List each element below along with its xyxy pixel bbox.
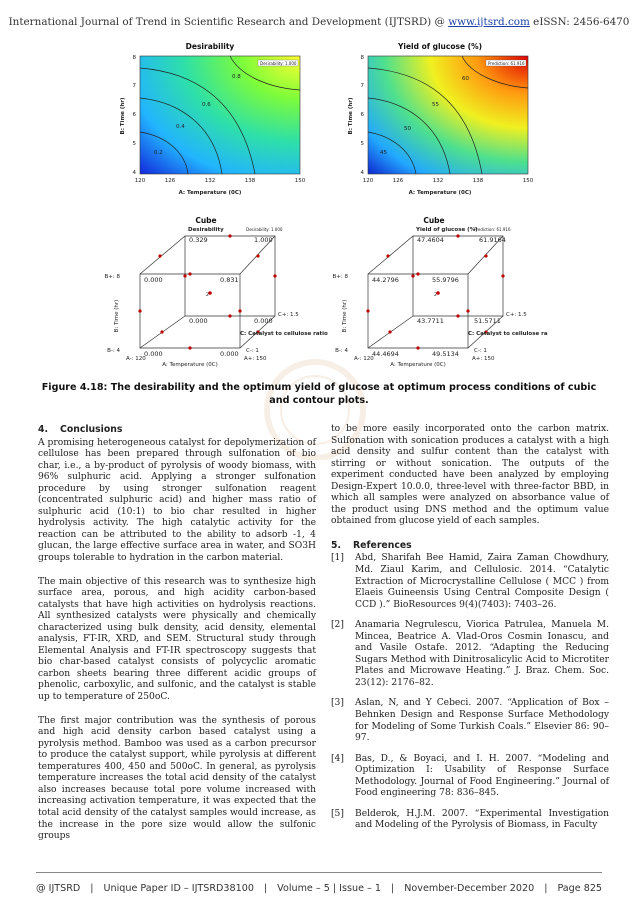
footer-divider — [36, 872, 602, 873]
cube-left-cminus: C-: 1 — [246, 348, 259, 354]
conclusions-heading — [38, 424, 316, 436]
cube-right-value-8: 49.5134 — [432, 350, 459, 358]
cube-left-value-3: 0.000 — [144, 276, 163, 284]
footer-volume: Volume – 5 | Issue – 1 — [277, 883, 381, 894]
contour-left-ytick-3: 6 — [132, 112, 136, 118]
contour-left-xtick-1: 120 — [134, 178, 146, 184]
contour-right-ytick-1: 4 — [360, 170, 364, 176]
conclusions-paragraph-3: The first major contribution was the synthesis of porous and high acid density carbon based catalyst using a pyrolysis method. Bamboo was used as a carbon precursor to produce the catalyst support, while pyrolysis at different temperatures 400, 450 and 500oC. In general, as pyrolysis temperature increases the total acid density of the catalyst also increases because total pore volume increased with increasing activation temperature, it was expected that the total acid density of the catalyst samples would increase, as the increase in the pore size would allow the sulfonic groups — [38, 715, 316, 842]
contour-left-ytick-4: 7 — [132, 83, 136, 89]
contour-left-ytick-2: 5 — [132, 141, 136, 147]
footer-date: November-December 2020 — [404, 883, 535, 894]
contour-left-ytick-5: 8 — [132, 55, 136, 61]
reference-text: Abd, Sharifah Bee Hamid, Zaira Zaman Chowdhury, Md. Ziaul Karim, and Cellulosic. 2014. “Catalytic Extraction of Microcrystalline Cellulose ( MCC ) from Elaeis Guineensis Using Central Composite Design ( CCD ).” BioResources 9(4)(7403): 7403–26. — [355, 553, 609, 610]
contour-left-label-4: 0.2 — [154, 150, 163, 156]
cube-left-bminus: B-: 4 — [107, 348, 120, 354]
footer-page: Page 825 — [557, 883, 603, 894]
contour-left-label-3: 0.4 — [176, 124, 185, 130]
references-heading — [331, 540, 609, 552]
figure-4-18 — [0, 36, 638, 376]
reference-text: Aslan, N, and Y Cebeci. 2007. “Application of Box – Behnken Design and Response Surface Methodology for Modeling of Some Turkish Coals.” Elsevier 86: 90–97. — [355, 698, 609, 744]
cube-left-value-8: 0.000 — [220, 350, 239, 358]
contour-left-legend: Desirability: 1.000 — [260, 61, 297, 66]
cube-right-labels — [333, 216, 548, 368]
cube-right-aminus: A-: 120 — [354, 356, 374, 362]
cube-right-ylabel: B: Time (hr) — [342, 299, 348, 333]
contour-right-xtick-5: 150 — [522, 178, 534, 184]
references-number: 5. — [331, 539, 342, 551]
reference-text: Belderok, H.J.M. 2007. “Experimental Investigation and Modeling of the Pyrolysis of Biomass, in Faculty — [355, 808, 609, 831]
cube-right-alabel: A: Temperature (0C) — [390, 362, 446, 368]
cube-left-alabel: A: Temperature (0C) — [162, 362, 218, 368]
contour-left-label-2: 0.6 — [202, 102, 211, 108]
contour-right-label-2: 55 — [432, 102, 439, 108]
contour-right-xtick-3: 132 — [432, 178, 444, 184]
contour-right-label-3: 50 — [404, 126, 411, 132]
reference-number: [3] — [331, 698, 344, 709]
header-website-link[interactable]: www.ijtsrd.com — [448, 16, 530, 28]
cube-right-value-5: 43.7711 — [417, 317, 444, 325]
cube-left-subtitle: Desirability — [188, 227, 224, 233]
cube-left-value-7: 0.000 — [144, 350, 163, 358]
cube-right-value-6: 51.5711 — [474, 317, 501, 325]
reference-item — [331, 698, 609, 744]
contour-left-title: Desirability — [185, 42, 235, 51]
cube-left-value-5: 0.000 — [189, 317, 208, 325]
contour-right-xtick-2: 126 — [392, 178, 404, 184]
reference-number: [1] — [331, 553, 344, 564]
cube-right-cminus: C-: 1 — [474, 348, 487, 354]
conclusions-paragraph-4: to be more easily incorporated onto the carbon matrix. Sulfonation with sonication produces a catalyst with a high acid density and sulfur content than the catalyst with stirring or without sonication. The outputs of the experiment conducted have been analyzed by employing Design-Expert 10.0.0, three-level with three-factor BBD, in which all samples were analyzed on absorbance value of the product using DNS method and the optimum value obtained from glucose yield of each samples. — [331, 424, 609, 527]
contour-left-xtick-2: 126 — [164, 178, 176, 184]
contour-right-ylabel: B: Time (hr) — [348, 97, 354, 135]
reference-text: Bas, D., & Boyaci, and I. H. 2007. “Modeling and Optimization I: Usability of Response Surface Methodology. Journal of Food Engineering.” Journal of Food engineering 78: 836–845. — [355, 753, 609, 799]
header-issn: eISSN: 2456-6470 — [529, 16, 630, 28]
cube-left-ylabel: B: Time (hr) — [114, 299, 120, 333]
reference-item — [331, 754, 609, 800]
cube-left-center: 2 — [206, 293, 209, 298]
page-header — [0, 16, 638, 28]
contour-plot-yield — [348, 42, 534, 196]
contour-right-ytick-4: 7 — [360, 83, 364, 89]
contour-left-xlabel: A: Temperature (0C) — [178, 190, 242, 196]
cube-right-value-3: 44.2796 — [372, 276, 399, 284]
references-title: References — [353, 539, 412, 551]
conclusions-paragraph-2: The main objective of this research was to synthesize high surface area, porous, and high acidity carbon-based catalysts that have high activities on hydrolysis reactions. All synthesized catalysts were physically and chemically characterized using bulk density, acid density, elemental analysis, FT-IR, XRD, and SEM. Structural study through Elemental Analysis and FT-IR spectroscopy suggests that bio char-based catalyst consists of polycyclic aromatic carbon sheets bearing three different acidic groups of phenolic, carboxylic, and sulfonic, and the catalyst is stable up to temperature of 250oC. — [38, 576, 316, 703]
reference-number: [5] — [331, 808, 344, 819]
cube-left-aplus: A+: 150 — [244, 356, 267, 362]
footer-paper-id: Unique Paper ID – IJTSRD38100 — [103, 883, 254, 894]
contour-left-ytick-1: 4 — [132, 170, 136, 176]
right-column — [331, 424, 609, 841]
cube-right-legend: Prediction: 61.916 — [474, 227, 511, 232]
cube-right-value-1: 47.4604 — [417, 236, 444, 244]
contour-right-title: Yield of glucose (%) — [397, 42, 483, 51]
cube-left-cplus: C+: 1.5 — [278, 312, 299, 318]
contour-plot-desirability — [120, 42, 306, 196]
cube-right-clabel: C: Catalyst to cellulose ra — [468, 331, 548, 337]
contour-right-label-1: 60 — [462, 76, 469, 82]
cube-left-legend: Desirability: 1.000 — [246, 227, 283, 232]
cube-right-subtitle: Yield of glucose (%) — [416, 227, 478, 233]
cube-right-title: Cube — [423, 216, 445, 225]
cube-left-aminus: A-: 120 — [126, 356, 146, 362]
cube-left-value-2: 1.000 — [254, 236, 273, 244]
reference-text: Anamaria Negrulescu, Viorica Patrulea, Manuela M. Mincea, Beatrice A. Vlad-Oros Cosmin Ionascu, and and Vasile Ostafe. 2012. “Adapting the Reducing Sugars Method with Dinitrosalicylic Acid to Microtiter Plates and Microwave Heating.” J. Braz. Chem. Soc. 23(12): 2176–82. — [355, 620, 609, 688]
cube-left-title: Cube — [195, 216, 217, 225]
contour-right-xtick-1: 120 — [362, 178, 374, 184]
cube-right-center: 2 — [434, 293, 437, 298]
contour-left-xtick-3: 132 — [204, 178, 216, 184]
cube-left-value-6: 0.000 — [254, 317, 273, 325]
conclusions-title: Conclusions — [60, 424, 123, 435]
reference-item — [331, 620, 609, 689]
cube-right-aplus: A+: 150 — [472, 356, 495, 362]
contour-left-xtick-5: 150 — [294, 178, 306, 184]
contour-right-ytick-5: 8 — [360, 55, 364, 61]
cube-left-clabel: C: Catalyst to cellulose ratio — [240, 331, 328, 337]
contour-right-ytick-3: 6 — [360, 112, 364, 118]
cube-left-value-4: 0.831 — [220, 276, 239, 284]
reference-item — [331, 553, 609, 611]
cube-left-bplus: B+: 8 — [104, 274, 120, 280]
contour-right-label-4: 45 — [380, 150, 387, 156]
conclusions-number: 4. — [38, 424, 49, 435]
contour-left-label-1: 0.8 — [232, 74, 241, 80]
contour-right-xtick-4: 138 — [472, 178, 484, 184]
contour-right-ytick-2: 5 — [360, 141, 364, 147]
contour-left-ylabel: B: Time (hr) — [120, 97, 126, 135]
contour-right-legend: Prediction: 61.916 — [488, 61, 525, 66]
header-journal-text: International Journal of Trend in Scientific Research and Development (IJTSRD) @ — [8, 16, 449, 28]
cube-right-value-4: 55.9796 — [432, 276, 459, 284]
cube-right-bminus: B-: 4 — [335, 348, 348, 354]
figure-caption: Figure 4.18: The desirability and the optimum yield of glucose at optimum process conditions of cubic and contour plots. — [41, 382, 597, 406]
cube-left-value-1: 0.329 — [189, 236, 208, 244]
conclusions-paragraph-1: A promising heterogeneous catalyst for depolymerization of cellulose has been prepared through sulfonation of bio char, i.e., a by-product of pyrolysis of woody biomass, with 96% sulphuric acid. Applying a stronger sulfonation procedure by using stronger sulfonation reagent (concentrated sulphuric acid) and higher mass ratio of sulphuric acid (10:1) to bio char resulted in higher hydrolysis activity. The high catalytic activity for the reaction can be attributed to the ability to adsorb -1, 4 glucan, the large effective surface area in water, and SO3H groups tolerable to hydration in the carbon material. — [38, 437, 316, 564]
reference-item — [331, 809, 609, 832]
cube-right-bplus: B+: 8 — [332, 274, 348, 280]
contour-right-xlabel: A: Temperature (0C) — [408, 190, 472, 196]
cube-right-cplus: C+: 1.5 — [506, 312, 527, 318]
page-footer: @ IJTSRD | Unique Paper ID – IJTSRD38100 | Volume – 5 | Issue – 1 | November-December 2020 | Page 825 — [35, 883, 603, 894]
cube-right-value-2: 61.9164 — [479, 236, 506, 244]
cube-right-value-7: 44.4694 — [372, 350, 399, 358]
left-column — [38, 424, 316, 855]
reference-number: [4] — [331, 753, 344, 764]
footer-journal: @ IJTSRD — [35, 883, 81, 894]
contour-left-xtick-4: 138 — [244, 178, 256, 184]
cube-left-labels — [105, 216, 329, 368]
reference-number: [2] — [331, 620, 344, 631]
